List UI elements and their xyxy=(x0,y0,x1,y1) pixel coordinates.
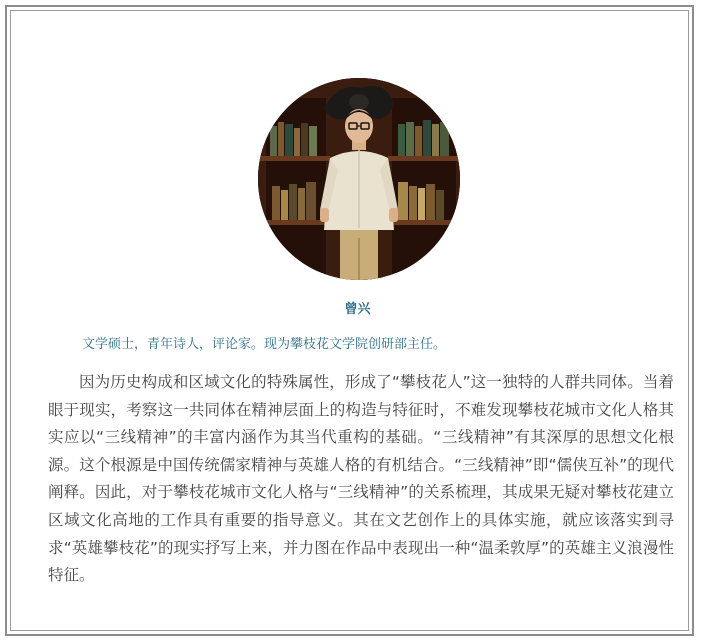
article-paragraph: 因为历史构成和区域文化的特殊属性，形成了“攀枝花人”这一独特的人群共同体。当着眼于现实，考察这一共同体在精神层面上的构造与特征时，不难发现攀枝花城市文化人格其实应以“三线精神”的丰富内涵作为其当代重构的基础。“三线精神”有其深厚的思想文化根源。这个根源是中国传统儒家精神与英雄人格的有机结合。“三线精神”即“儒侠互补”的现代阐释。因此，对于攀枝花城市文化人格与“三线精神”的关系梳理，其成果无疑对攀枝花建立区域文化高地的工作具有重要的指导意义。其在文艺创作上的具体实施，就应该落实到寻求“英雄攀枝花”的现实抒写上来，并力图在作品中表现出一种“温柔敦厚”的英雄主义浪漫性特征。 xyxy=(48,373,674,585)
author-portrait xyxy=(258,78,460,280)
author-name: 曾兴 xyxy=(344,302,371,317)
author-portrait-image xyxy=(258,78,460,280)
author-bio: 文学硕士，青年诗人，评论家。现为攀枝花文学院创研部主任。 xyxy=(82,337,447,352)
